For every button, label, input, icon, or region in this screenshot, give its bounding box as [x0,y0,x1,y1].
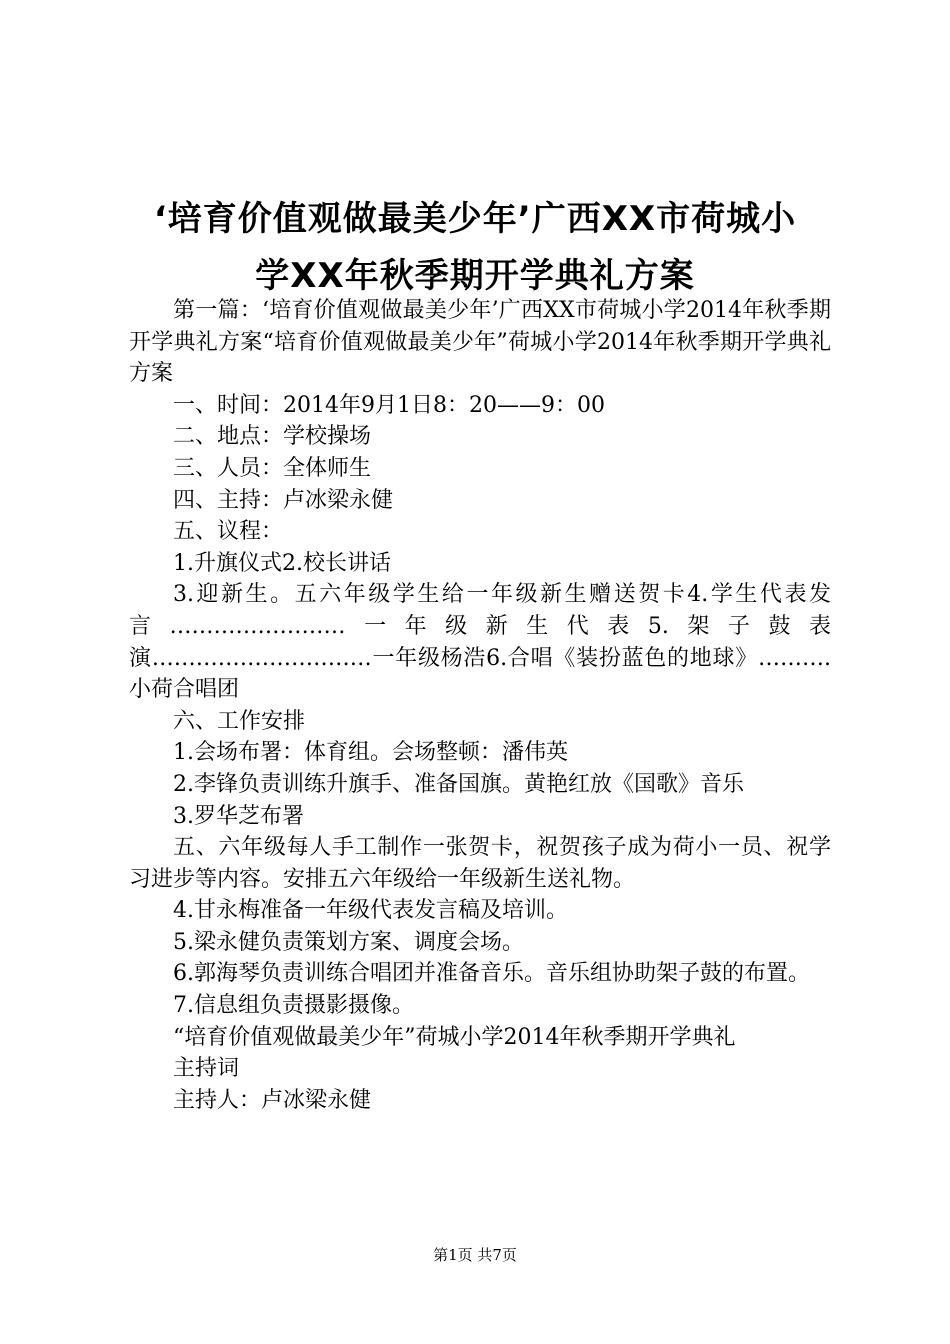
paragraph-work-heading: 六、工作安排 [173,708,306,734]
paragraph-work-2: 2.李锋负责训练升旗手、准备国旗。黄艳红放《国歌》音乐 [173,771,744,797]
paragraph-ceremony-title: “培育价值观做最美少年”荷城小学2014年秋季期开学典礼 [173,1024,736,1050]
paragraph-agenda-1: 1.升旗仪式2.校长讲话 [173,550,391,576]
paragraph-location: 二、地点：学校操场 [173,424,372,450]
paragraph-work-3: 3.罗华芝布署 [173,803,304,829]
paragraph-host: 四、主持：卢冰梁永健 [173,487,394,513]
document-title-line-1: ‘培育价值观做最美少年’广西XX市荷城小 [153,199,797,239]
paragraph-work-4: 4.甘永梅准备一年级代表发言稿及培训。 [173,898,568,924]
page-footer: 第1页 共7页 [433,1246,517,1264]
paragraph-agenda-3: 3.迎新生。五六年级学生给一年级新生赠送贺卡4.学生代表发言……………………一年级新生代表5.架子鼓表演…………………………一年级杨浩6.合唱《装扮蓝色的地球》……….小荷合唱团 [129,582,831,703]
document-body [129,295,831,1116]
paragraph-work-3-detail: 五、六年级每人手工制作一张贺卡，祝贺孩子成为荷小一员、祝学习进步等内容。安排五六年级给一年级新生送礼物。 [129,835,831,892]
paragraph-host-script: 主持词 [173,1056,240,1082]
paragraph-work-7: 7.信息组负责摄影摄像。 [173,993,414,1019]
paragraph-agenda-heading: 五、议程： [173,519,284,545]
document-title-line-2: 学XX年秋季期开学典礼方案 [255,256,695,296]
paragraph-time: 一、时间：2014年9月1日8：20——9：00 [173,392,605,418]
paragraph-attendees: 三、人员：全体师生 [173,455,372,481]
paragraph-hosts: 主持人：卢冰梁永健 [173,1087,372,1113]
paragraph-work-6: 6.郭海琴负责训练合唱团并准备音乐。音乐组协助架子鼓的布置。 [173,961,810,987]
paragraph-work-5: 5.梁永健负责策划方案、调度会场。 [173,929,524,955]
paragraph-work-1: 1.会场布署：体育组。会场整顿：潘伟英 [173,740,568,766]
paragraph-intro: 第一篇：‘培育价值观做最美少年’广西XX市荷城小学2014年秋季期开学典礼方案“培育价值观做最美少年”荷城小学2014年秋季期开学典礼方案 [129,298,831,387]
